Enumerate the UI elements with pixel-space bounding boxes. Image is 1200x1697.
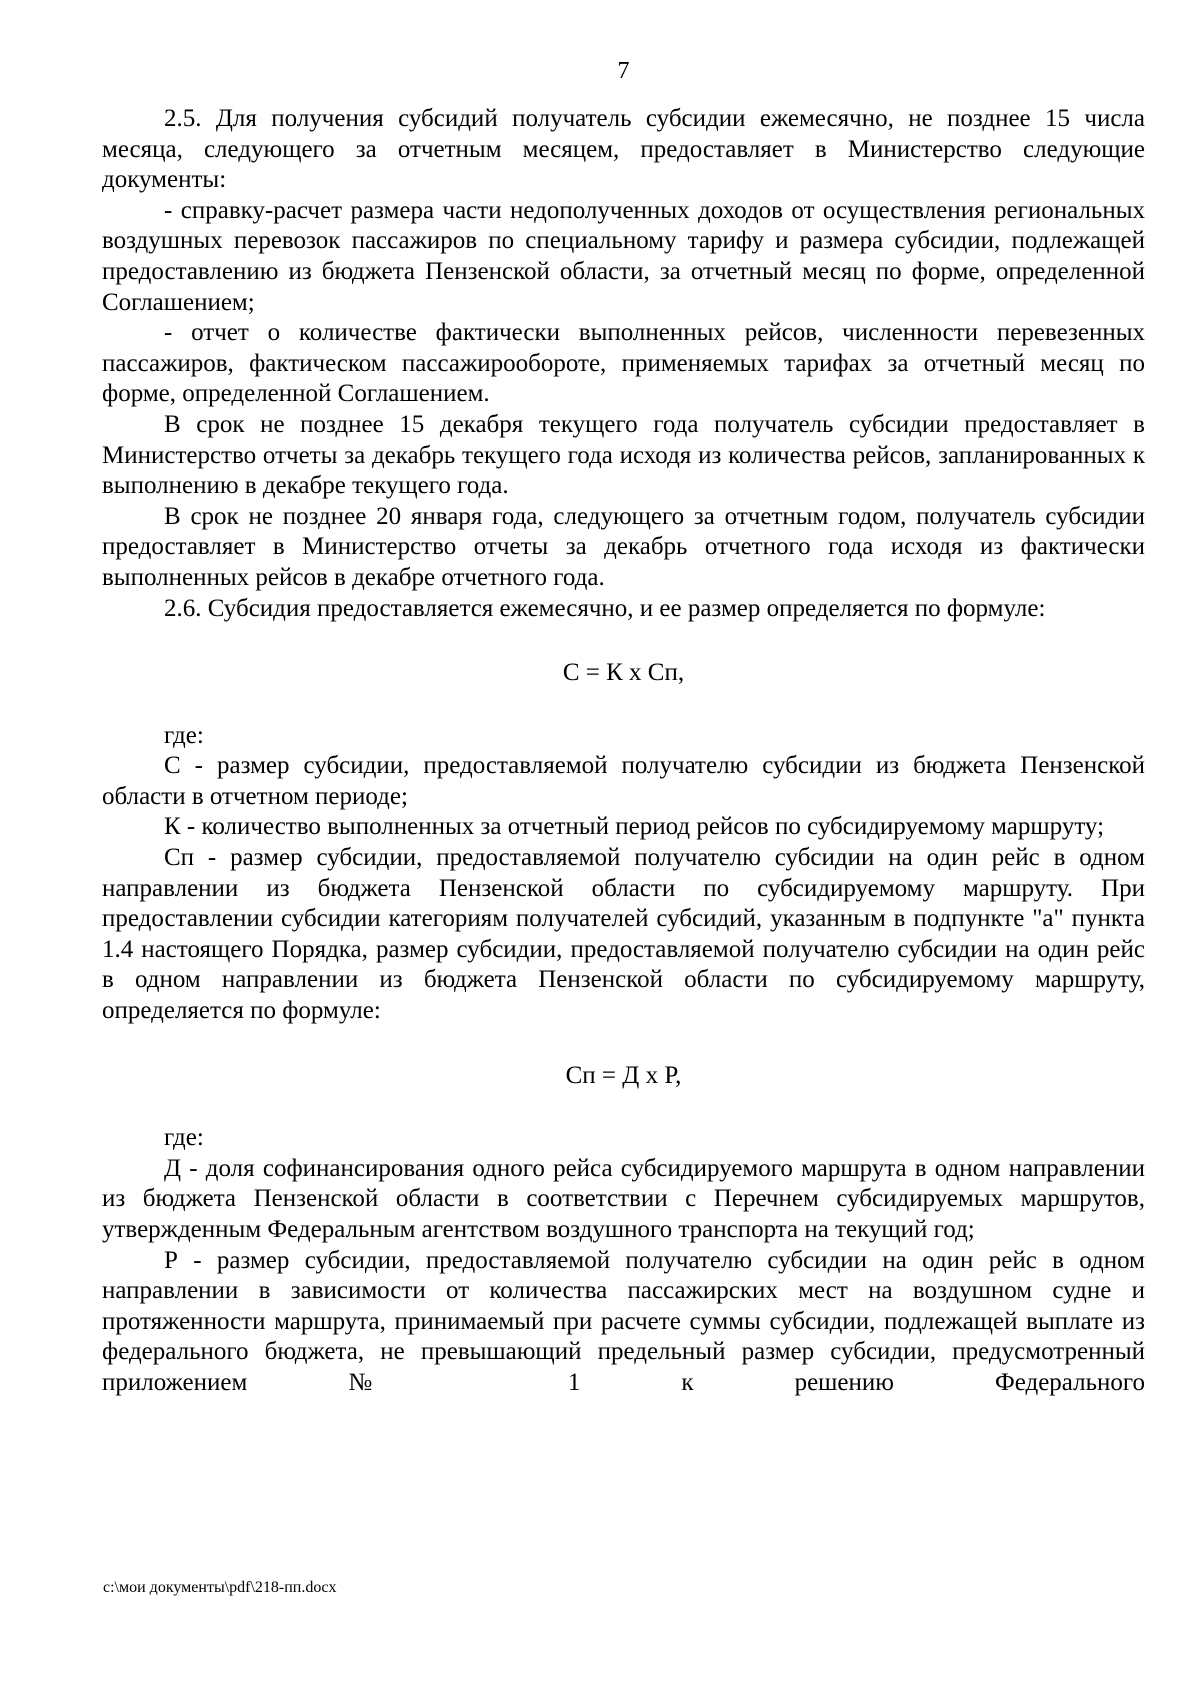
paragraph-2-5: 2.5. Для получения субсидий получатель субсидии ежемесячно, не позднее 15 числа месяца, следующего за отчетным месяцем, предоставляет в Министерство следующие документы:	[102, 105, 1145, 194]
where-label-2: где:	[164, 1124, 204, 1152]
formula-c-equals-k-x-cp: С = К х Сп,	[562, 659, 685, 687]
definition-k: К - количество выполненных за отчетный период рейсов по субсидируемому маршруту;	[164, 813, 1105, 841]
page-number: 7	[617, 58, 630, 84]
definition-cp: Сп - размер субсидии, предоставляемой получателю субсидии на один рейс в одном направлении из бюджета Пензенской области по субсидируемому маршруту. При предоставлении субсидии категориям получателей субсидий, указанным в подпункте "а" пункта 1.4 настоящего Порядка, размер субсидии, предоставляемой получателю субсидии на один рейс в одном направлении из бюджета Пензенской области по субсидируемому маршруту, определяется по формуле:	[102, 844, 1145, 1025]
paragraph-srok-15-dekabrya: В срок не позднее 15 декабря текущего года получатель субсидии предоставляет в Министерство отчеты за декабрь текущего года исходя из количества рейсов, запланированных к выполнению в декабре текущего года.	[102, 410, 1145, 500]
definition-c: С - размер субсидии, предоставляемой получателю субсидии из бюджета Пензенской области в отчетном периоде;	[102, 752, 1145, 810]
paragraph-2-6: 2.6. Субсидия предоставляется ежемесячно, и ее размер определяется по формуле:	[164, 594, 1046, 622]
list-item-otchet: - отчет о количестве фактически выполненных рейсов, численности перевезенных пассажиров, фактическом пассажирообороте, применяемых тарифах за отчетный месяц по форме, определенной Соглашением.	[102, 319, 1145, 408]
where-label-1: где:	[164, 721, 204, 749]
definition-d: Д - доля софинансирования одного рейса субсидируемого маршрута в одном направлении из бюджета Пензенской области в соответствии с Перечнем субсидируемых маршрутов, утвержденным Федеральным агентством воздушного транспорта на текущий год;	[102, 1154, 1145, 1243]
definition-r: Р - размер субсидии, предоставляемой получателю субсидии на один рейс в одном направлении в зависимости от количества пассажирских мест на воздушном судне и протяженности маршрута, принимаемый при расчете суммы субсидии, подлежащей выплате из федерального бюджета, не превышающий предельный размер субсидии, предусмотренный приложением № 1 к решению Федерального	[102, 1246, 1145, 1396]
formula-cp-equals-d-x-r: Сп = Д х Р,	[565, 1061, 682, 1089]
document-body	[102, 104, 1145, 1399]
paragraph-srok-20-yanvarya: В срок не позднее 20 января года, следующего за отчетным годом, получатель субсидии предоставляет в Министерство отчеты за декабрь отчетного года исходя из фактически выполненных рейсов в декабре отчетного года.	[102, 502, 1145, 591]
list-item-spravka-raschet: - справку-расчет размера части недополученных доходов от осуществления региональных воздушных перевозок пассажиров по специальному тарифу и размера субсидии, подлежащей предоставлению из бюджета Пензенской области, за отчетный месяц по форме, определенной Соглашением;	[102, 196, 1145, 316]
footer-file-path: c:\мои документы\pdf\218-пп.docx	[103, 1579, 337, 1596]
